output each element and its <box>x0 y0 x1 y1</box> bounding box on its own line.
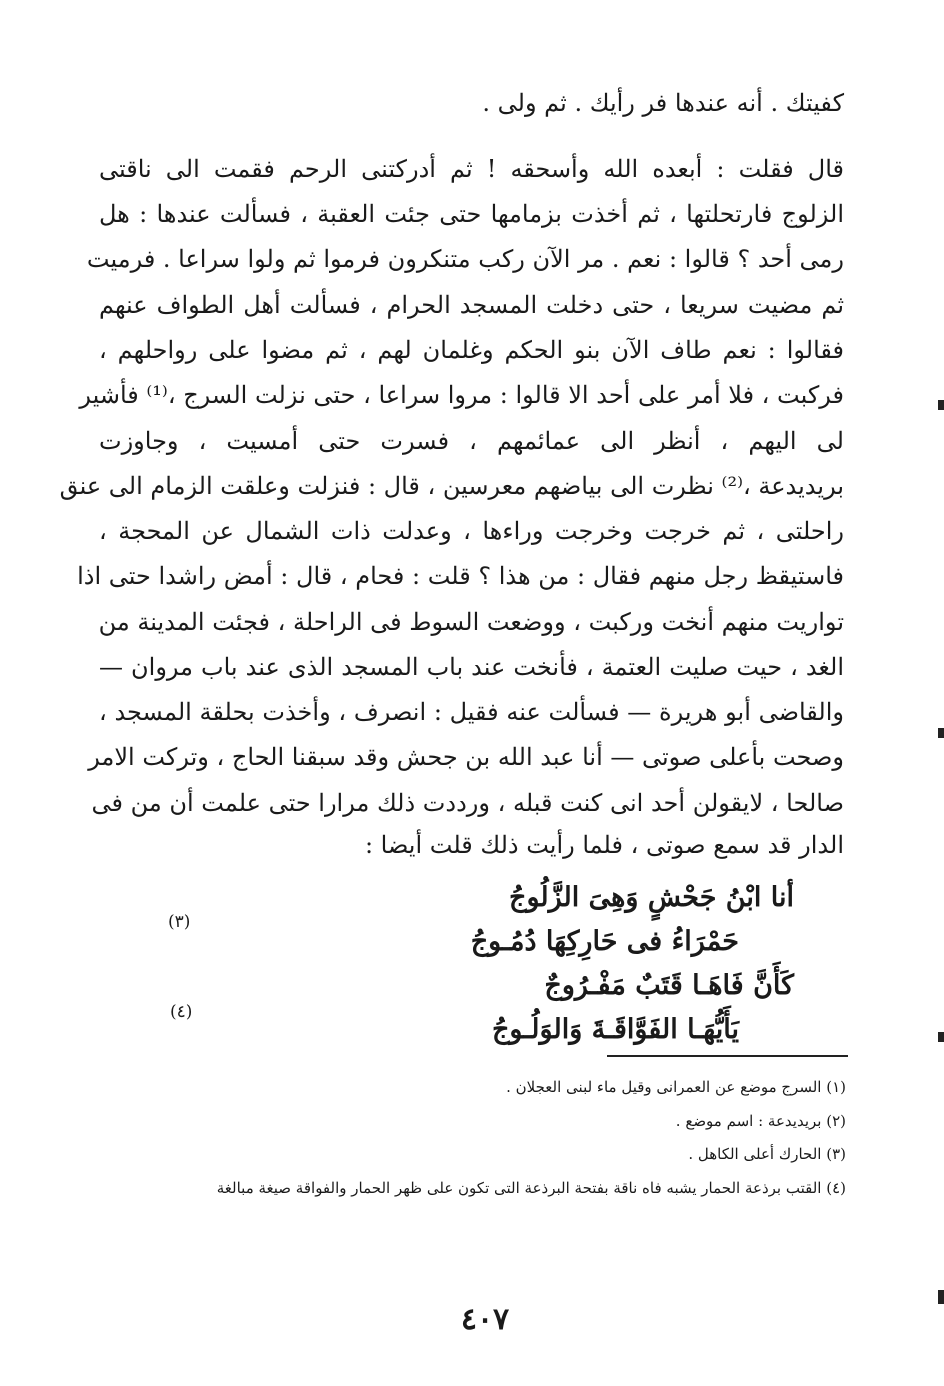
footnote: (١) السرج موضع عن العمرانى وقيل ماء لبنى العجلان . <box>506 1078 846 1096</box>
scan-edge-mark <box>938 728 944 738</box>
verse-footnote-ref: (٤) <box>170 1002 193 1022</box>
paragraph-line: الدار قد سمع صوتى ، فلما رأيت ذلك قلت أيضا : <box>364 831 844 859</box>
page-number: ٤٠٧ <box>460 1302 510 1337</box>
paragraph-line: والقاضى أبو هريرة — فسألت عنه فقيل : انصرف ، وأخذت بحلقة المسجد ، <box>99 698 844 726</box>
paragraph-line: لى اليهم ، أنظر الى عمائمهم ، فسرت حتى أمسيت ، وجاوزت <box>99 427 844 455</box>
paragraph-line: رمى أحد ؟ قالوا : نعم . مر الآن ركب متنكرون فرموا ثم ولوا سراعا . فرميت <box>86 245 844 273</box>
footnote: (٢) بريديدعة : اسم موضع . <box>675 1112 846 1130</box>
scan-edge-mark <box>938 1290 944 1304</box>
footnote-separator <box>607 1055 848 1057</box>
paragraph-line: الغد ، حيت صليت العتمة ، فأنخت عند باب المسجد الذى عند باب مروان — <box>99 653 844 681</box>
footnote: (٤) القتب برذعة الحمار يشبه فاه ناقة بفتحة البرذعة التى تكون على ظهر الحمار والفواقة صيغة مبالغة <box>216 1179 846 1197</box>
verse-line: يَأَيُّهَـا الفَوَّاقَـةَ وَالوَلُـوجُ <box>492 1014 739 1045</box>
paragraph-line: فقالوا : نعم طاف الآن بنو الحكم وغلمان لهم ، ثم مضوا على رواحلهم ، <box>99 336 844 364</box>
paragraph-line: بريديدعة ،⁽²⁾ نظرت الى بياضهم معرسين ، قال : فنزلت وعلقت الزمام الى عنق <box>59 472 844 500</box>
paragraph-line: فركبت ، فلا أمر على أحد الا قالوا : مروا سراعا ، حتى نزلت السرج ،⁽¹⁾ فأشير <box>79 381 844 409</box>
paragraph-line: راحلتى ، ثم خرجت وخرجت وراءها ، وعدلت ذات الشمال عن المحجة ، <box>99 517 844 545</box>
verse-footnote-ref: (٣) <box>168 912 191 932</box>
paragraph-line: فاستيقظ رجل منهم فقال : من هذا ؟ قلت : فحام ، قال : أمض راشدا حتى اذا <box>77 562 844 590</box>
paragraph-line: تواريت منهم أنخت وركبت ، ووضعت السوط فى الراحلة ، فجئت المدينة من <box>98 608 844 636</box>
footnote: (٣) الحارك أعلى الكاهل . <box>688 1145 846 1163</box>
verse-line: أنا ابْنُ جَحْشٍ وَهِىَ الزَّلُوجُ <box>509 882 794 913</box>
paragraph-line: الزلوج فارتحلتها ، ثم أخذت بزمامها حتى جئت العقبة ، فسألت عندها : هل <box>99 200 844 228</box>
opening-line: كفيتك . أنه عندها فر رأيك . ثم ولى . <box>482 89 844 117</box>
verse-line: حَمْرَاءُ فى حَارِكِهَا دُمُـوجُ <box>470 926 739 957</box>
paragraph-line: صالحا ، لايقولن أحد انى كنت قبله ، ورددت ذلك مرارا حتى علمت أن من فى <box>91 789 844 817</box>
scan-edge-mark <box>938 400 944 410</box>
paragraph-line: وصحت بأعلى صوتى — أنا عبد الله بن جحش وقد سبقنا الحاج ، وتركت الامر <box>88 743 844 771</box>
verse-line: كَأَنَّ فَاهَـا قَتَبٌ مَفْـرُوجٌ <box>544 970 794 1001</box>
paragraph-line: قال فقلت : أبعده الله وأسحقه ! ثم أدركتنى الرحم فقمت الى ناقتى <box>99 155 844 183</box>
scan-edge-mark <box>938 1032 944 1042</box>
paragraph-line: ثم مضيت سريعا ، حتى دخلت المسجد الحرام ، فسألت أهل الطواف عنهم <box>99 291 844 319</box>
